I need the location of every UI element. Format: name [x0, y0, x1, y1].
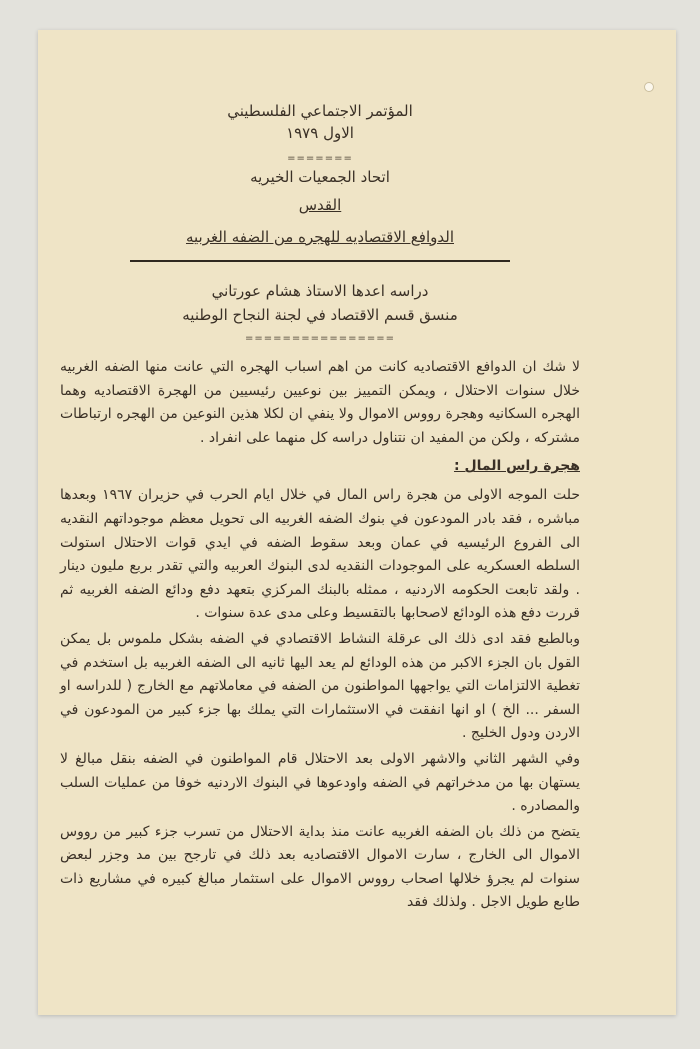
body-paragraph: يتضح من ذلك بان الضفه الغربيه عانت منذ بداية الاحتلال من تسرب جزء كبير من رووس الاموال الى الخارج ، سارت الاموال الاقتصاديه بعد ذلك في تارجح بين مد وجزر لبعض سنوات لم يجرؤ خلالها اصحاب رووس الاموال على استثمار مبالغ كبيره في مشاريع ذات طابع طويل الاجل . ولذلك فقد [60, 823, 580, 911]
section-heading: هجرة راس المال : [453, 458, 580, 475]
intro-paragraph: لا شك ان الدوافع الاقتصاديه كانت من اهم اسباب الهجره التي عانت منها الضفه الغربيه خلال سنوات الاحتلال ، ويمكن التمييز بين نوعيين رئيسيين من الهجرة الاقتصاديه وهما الهجره السكانيه وهجرة رووس الاموال ولا ينفي ان لكلا هذين النوعين من الهجره ارتباطات مشتركه ، ولكن من المفيد ان نتناول دراسه كل منهما على انفراد . [60, 359, 580, 446]
conference-title: المؤتمر الاجتماعي الفلسطيني [227, 102, 413, 120]
organization-name: اتحاد الجمعيات الخيريه [250, 168, 390, 186]
conference-edition: الاول ١٩٧٩ [286, 124, 354, 142]
author-line-1: دراسه اعدها الاستاذ هشام عورتاني [211, 282, 429, 300]
body-paragraph: وبالطبع فقد ادى ذلك الى عرقلة النشاط الاقتصادي في الضفه بشكل ملموس بل يمكن القول بان الجزء الاكبر من هذه الودائع لم يعد اليها ثانيه الى الضفه الغربيه بل استخدم في تغطية الالتزامات التي يواجهها المواطنون من الضفه في معاملاتهم مع الخارج ( للدراسه او السفر ... الخ ) او انها انفقت في الاستثمارات التي يملك بها جزء كبير من المودعون في الاردن ودول الخليج . [60, 630, 580, 742]
body-paragraph: وفي الشهر الثاني والاشهر الاولى بعد الاحتلال قام المواطنون في الضفه بنقل مبالغ لا يستهان بها من مدخراتهم في الضفه واودعوها في البنوك الاردنيه خوفا من عمليات السلب والمصادره . [60, 750, 580, 815]
author-line-2: منسق قسم الاقتصاد في لجنة النجاح الوطنيه [182, 306, 458, 324]
title-rule [130, 260, 510, 262]
city-name: القدس [298, 196, 342, 214]
body-paragraph: حلت الموجه الاولى من هجرة راس المال في خلال ايام الحرب في حزيران ١٩٦٧ وبعدها مباشره ، فقد بادر المودعون في بنوك الضفه الغربيه الى تحويل معظم موجوداتهم النقديه الى الفروع الرئيسيه في عمان وبعد سقوط الضفه في ايدي قوات الاحتلال استولت السلطه العسكريه على الموجودات النقديه لدى البنوك العربيه والتي تقدر بربع مليون دينار . ولقد تابعت الحكومه الاردنيه ، ممثله بالبنك المركزي بتعهد دفع ودائع الضفه الغربيه ثم قررت دفع هذه الودائع لاصحابها بالتقسيط وعلى مدى عدة سنوات . [60, 487, 580, 622]
paper-title: الدوافع الاقتصاديه للهجره من الضفه الغربيه [185, 228, 454, 246]
separator-short: ======= [287, 153, 353, 164]
punch-hole [644, 82, 654, 92]
document-body [60, 100, 580, 917]
separator-long: ================ [244, 333, 396, 344]
